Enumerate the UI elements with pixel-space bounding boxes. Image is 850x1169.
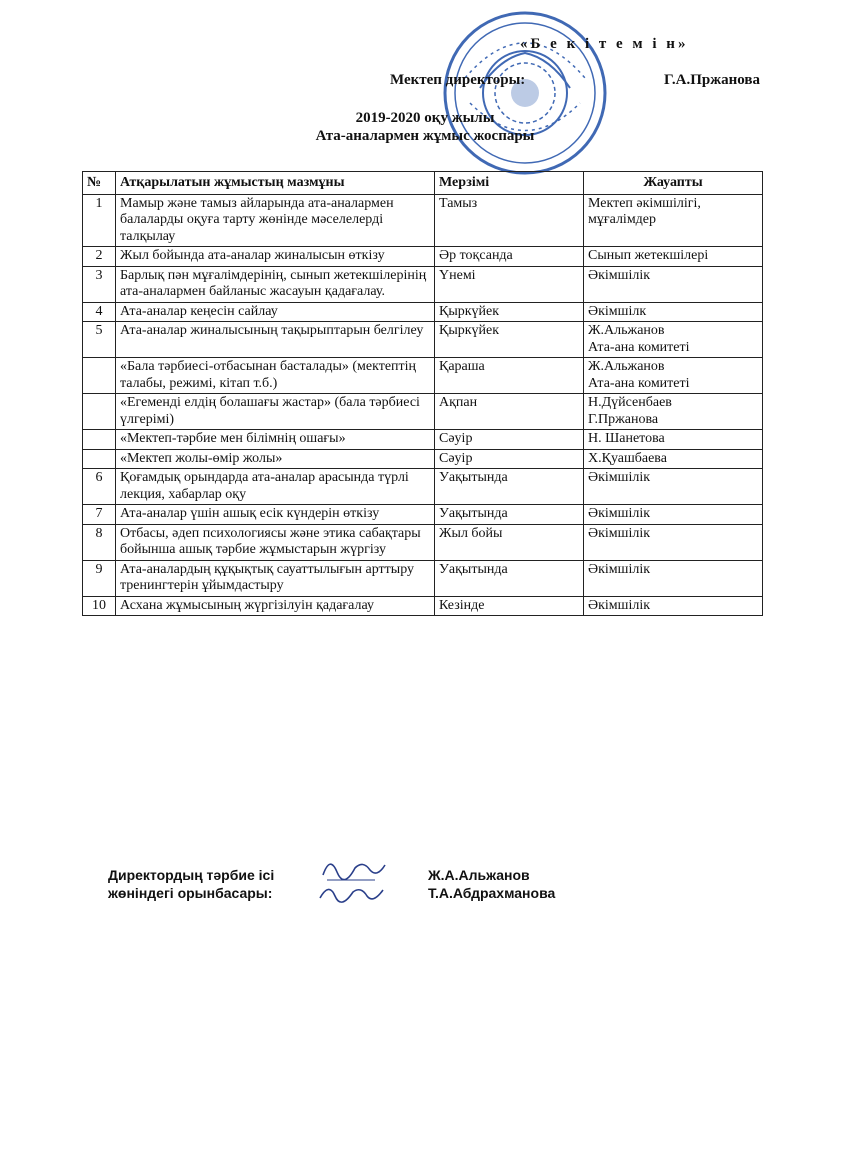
cell-term: Уақытында <box>435 560 584 596</box>
table-row <box>83 524 763 560</box>
cell-number: 1 <box>83 194 116 247</box>
cell-content: «Бала тәрбиесі-отбасынан басталады» (мектептің талабы, режимі, кітап т.б.) <box>116 358 435 394</box>
cell-term: Қыркүйек <box>435 322 584 358</box>
cell-responsible: Әкімшілік <box>584 560 763 596</box>
cell-term: Уақытында <box>435 469 584 505</box>
table-row <box>83 194 763 247</box>
signature-position <box>108 866 274 902</box>
cell-responsible: Әкімшілік <box>584 505 763 525</box>
cell-term: Үнемі <box>435 266 584 302</box>
cell-term: Ақпан <box>435 394 584 430</box>
cell-responsible: Ж.Альжанов Ата-ана комитеті <box>584 358 763 394</box>
cell-term: Тамыз <box>435 194 584 247</box>
cell-number: 3 <box>83 266 116 302</box>
cell-content: Барлық пән мұғалімдерінің, сынып жетекшілерінің ата-аналармен байланыс жасауын қадағалау. <box>116 266 435 302</box>
cell-responsible: Әкімшілік <box>584 596 763 616</box>
cell-responsible: Әкімшілік <box>584 524 763 560</box>
table-row <box>83 266 763 302</box>
table-row <box>83 469 763 505</box>
table-row <box>83 247 763 267</box>
cell-number: 7 <box>83 505 116 525</box>
handwritten-signature <box>315 850 390 910</box>
cell-content: Ата-аналар жиналысының тақырыптарын белгілеу <box>116 322 435 358</box>
director-name: Г.А.Пржанова <box>664 72 760 88</box>
cell-responsible: Әкімшілк <box>584 302 763 322</box>
cell-content: Ата-аналардың құқықтық сауаттылығын арттыру тренингтерін ұйымдастыру <box>116 560 435 596</box>
director-line <box>390 72 760 89</box>
column-header-term: Мерзімі <box>435 172 584 195</box>
column-header-content: Атқарылатын жұмыстың мазмұны <box>116 172 435 195</box>
cell-content: Отбасы, әдеп психологиясы және этика сабақтары бойынша ашық тәрбие жұмыстарын жүргізу <box>116 524 435 560</box>
cell-number: 10 <box>83 596 116 616</box>
signature-names <box>428 866 555 902</box>
cell-content: Қоғамдық орындарда ата-аналар арасында түрлі лекция, хабарлар оқу <box>116 469 435 505</box>
cell-responsible: Ж.Альжанов Ата-ана комитеті <box>584 322 763 358</box>
cell-responsible: Н. Шанетова <box>584 430 763 450</box>
cell-term: Кезінде <box>435 596 584 616</box>
cell-term: Әр тоқсанда <box>435 247 584 267</box>
cell-content: Жыл бойында ата-аналар жиналысын өткізу <box>116 247 435 267</box>
cell-content: Ата-аналар үшін ашық есік күндерін өткізу <box>116 505 435 525</box>
cell-responsible: Сынып жетекшілері <box>584 247 763 267</box>
cell-responsible: Әкімшілік <box>584 469 763 505</box>
academic-year: 2019-2020 оқу жылы <box>355 110 495 126</box>
cell-number: 2 <box>83 247 116 267</box>
cell-number <box>83 394 116 430</box>
table-row <box>83 505 763 525</box>
cell-responsible: Мектеп әкімшілігі, мұғалімдер <box>584 194 763 247</box>
table-row <box>83 302 763 322</box>
work-plan-table <box>82 171 763 616</box>
table-row <box>83 596 763 616</box>
cell-term: Сәуір <box>435 449 584 469</box>
cell-term: Жыл бойы <box>435 524 584 560</box>
table-row <box>83 394 763 430</box>
table-row <box>83 322 763 358</box>
cell-content: «Мектеп жолы-өмір жолы» <box>116 449 435 469</box>
document-title: Ата-аналармен жұмыс жоспары <box>315 128 535 144</box>
cell-number: 6 <box>83 469 116 505</box>
director-label: Мектеп директоры: <box>390 72 526 88</box>
table-row <box>83 449 763 469</box>
cell-number <box>83 430 116 450</box>
table-row <box>83 560 763 596</box>
cell-number <box>83 358 116 394</box>
cell-term: Сәуір <box>435 430 584 450</box>
cell-term: Қараша <box>435 358 584 394</box>
school-seal-stamp <box>440 8 610 178</box>
signer-name-1: Ж.А.Альжанов <box>428 867 530 883</box>
position-line-1: Директордың тәрбие ісі <box>108 867 275 883</box>
cell-number <box>83 449 116 469</box>
cell-content: «Мектеп-тәрбие мен білімнің ошағы» <box>116 430 435 450</box>
signer-name-2: Т.А.Абдрахманова <box>428 885 556 902</box>
position-line-2: жөніндегі орынбасары: <box>108 885 273 902</box>
table-row <box>83 430 763 450</box>
cell-content: «Егеменді елдің болашағы жастар» (бала тәрбиесі үлгерімі) <box>116 394 435 430</box>
column-header-responsible: Жауапты <box>584 172 763 195</box>
cell-number: 8 <box>83 524 116 560</box>
cell-content: Мамыр және тамыз айларында ата-аналармен балаларды оқуға тарту жөнінде мәселелерді талқылау <box>116 194 435 247</box>
cell-number: 9 <box>83 560 116 596</box>
cell-responsible: Н.Дүйсенбаев Г.Пржанова <box>584 394 763 430</box>
table-header-row <box>83 172 763 195</box>
cell-term: Уақытында <box>435 505 584 525</box>
approval-stamp-text: «Б е к і т е м і н» <box>520 36 689 52</box>
cell-responsible: Әкімшілік <box>584 266 763 302</box>
cell-number: 5 <box>83 322 116 358</box>
cell-number: 4 <box>83 302 116 322</box>
table-row <box>83 358 763 394</box>
cell-content: Ата-аналар кеңесін сайлау <box>116 302 435 322</box>
column-header-number: № <box>83 172 116 195</box>
cell-content: Асхана жұмысының жүргізілуін қадағалау <box>116 596 435 616</box>
cell-responsible: Х.Қуашбаева <box>584 449 763 469</box>
cell-term: Қыркүйек <box>435 302 584 322</box>
